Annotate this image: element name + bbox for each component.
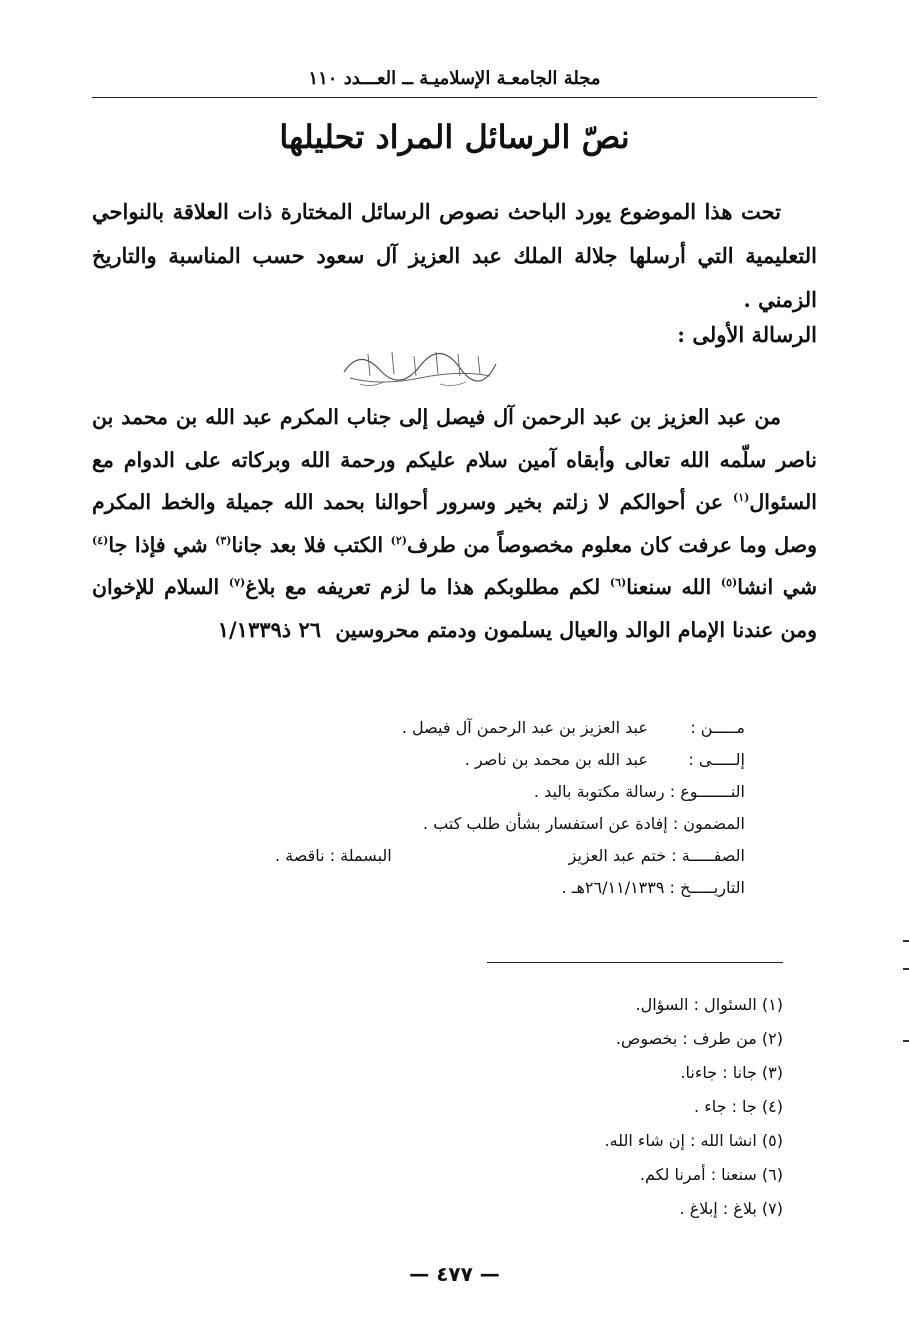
meta-label: إلـــــى : (688, 750, 745, 769)
intro-paragraph: تحت هذا الموضوع يورد الباحث نصوص الرسائل المختارة ذات العلاقة بالنواحي التعليمية التي أرسلها جلالة الملك عبد العزيز آل سعود حسب المناسبة والتاريخ الزمني . (92, 199, 818, 312)
footnote-item: (٧) بلاغ : إبلاغ . (679, 1199, 783, 1218)
running-header: مجلة الجامعـة الإسلاميـة ــ العـــدد ١١٠ (308, 68, 601, 89)
meta-label: النـــــــوع : (669, 782, 745, 801)
meta-value: عبد العزيز بن عبد الرحمن آل فيصل . (401, 718, 648, 737)
meta-row-date (185, 872, 745, 904)
footnote-item: (٢) من طرف : بخصوص. (615, 1029, 783, 1048)
footnote-divider (487, 962, 783, 963)
footnote-ref: (٤) (92, 533, 109, 547)
meta-label: مـــــن : (690, 718, 745, 737)
footnote-item: (٤) جا : جاء . (694, 1097, 783, 1116)
letter-text-part: عن أحوالكم لا زلتم بخير وسرور أحوالنا بحمد الله جميلة والخط المكرم وصل وما عرفت كان معلوم مخصوصاً من طرف (92, 490, 818, 557)
meta-value: ناقصة . (275, 846, 325, 865)
letter-text-part: شي انشا (737, 575, 818, 599)
letter-text-part: من عبد العزيز بن عبد الرحمن آل فيصل إلى جناب المكرم عبد الله بن محمد بن ناصر سلّمه الله تعالى وأبقاه آمين سلام عليكم ورحمة الله وبركاته على الدوام مع السئوال (92, 405, 817, 514)
footnote-ref: (١) (733, 491, 750, 505)
footnote-ref: (٧) (228, 576, 246, 590)
letter-text (92, 396, 817, 651)
meta-value: إفادة عن استفسار بشأن طلب كتب . (423, 814, 668, 833)
meta-label: المضمون : (672, 814, 745, 833)
meta-value: ٢٦/١١/١٣٣٩هـ . (561, 878, 665, 897)
meta-label: البسملة : (329, 846, 392, 865)
meta-row-type (185, 776, 745, 808)
page-number: — ٤٧٧ — (409, 1262, 500, 1286)
letter-text-part: السلام للإخوان ومن عندنا الإمام الوالد والعيال يسلمون ودمتم محروسين (92, 575, 817, 642)
footnote-item: (٣) جانا : جاءنا. (680, 1063, 783, 1082)
scan-edge-mark (903, 940, 909, 942)
letter-heading: الرسالة الأولى : (677, 322, 817, 347)
meta-basmala (275, 840, 392, 872)
meta-value: رسالة مكتوبة باليد . (533, 782, 665, 801)
letter-text-part: شي فإذا جا (108, 532, 208, 557)
basmala-calligraphy (340, 342, 500, 390)
scan-edge-mark (903, 1040, 909, 1042)
letter-date: ٢٦ ذ١/١٣٣٩ (217, 616, 322, 642)
scan-edge-mark (903, 968, 909, 970)
header-divider (92, 97, 817, 98)
meta-label: التاريـــــخ : (669, 878, 745, 897)
section-title: نصّ الرسائل المراد تحليلها (279, 118, 630, 156)
meta-label: الصفـــــة : (671, 846, 745, 865)
footnote-ref: (٥) (720, 576, 738, 590)
footnote-ref: (٣) (215, 533, 232, 547)
footnote-ref: (٦) (609, 576, 627, 590)
letter-metadata (185, 712, 745, 904)
meta-row-content (185, 808, 745, 840)
meta-row-seal (185, 840, 745, 872)
letter-text-part: الله سنعنا (626, 575, 712, 599)
meta-row-from (185, 712, 745, 744)
footnote-item: (٦) سنعنا : أمرنا لكم. (639, 1165, 783, 1184)
footnote-item: (١) السئوال : السؤال. (635, 995, 783, 1014)
letter-text-part: الكتب فلا بعد جانا (231, 532, 384, 557)
meta-row-to (185, 744, 745, 776)
meta-value: ختم عبد العزيز (568, 846, 667, 865)
footnote-item: (٥) انشا الله : إن شاء الله. (604, 1131, 783, 1150)
meta-value: عبد الله بن محمد بن ناصر . (464, 750, 648, 769)
footnotes-list (423, 988, 783, 1226)
footnote-ref: (٢) (390, 533, 407, 547)
letter-text-part: لكم مطلوبكم هذا ما لزم تعريفه مع بلاغ (245, 575, 601, 599)
